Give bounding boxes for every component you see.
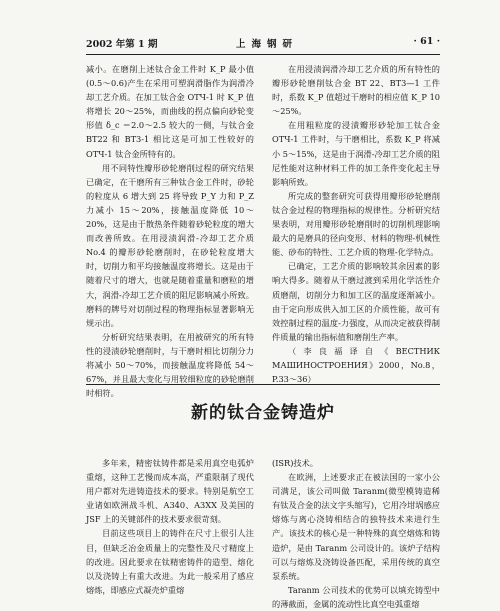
- section-rule: [86, 384, 440, 385]
- article2-left-column: [86, 456, 254, 597]
- paragraph: 已确定，工艺介质的影响较其余因素的影响大得多。随着从干磨过渡到采用化学活性介质磨削，切削分力和加工区的温度逐渐减小。由于定向形成供入加工区的介质性能，故可有效控制过程的温度-力强度，从而决定被获得制件质量的输出指标值和磨削生产率。: [272, 261, 440, 342]
- issue-label: 2002 年第 1 期: [86, 39, 158, 50]
- paragraph: (ISR)技术。: [272, 458, 318, 468]
- paragraph: 多年来，精密钛铸件都是采用真空电弧炉重熔，这种工艺慢而成本高，严重限制了现代用户都对先进铸造技术的要求。特别是航空工业诸如欧洲战斗机、A340、A3XX 及美国的 JSF 上的关键部件的技术要求很苛刻。: [86, 458, 254, 525]
- paragraph: 减小。在磨削上述钛合金工件时 K_P 最小值(0.5～0.6)产生在采用可塑润滑脂作为润滑冷却工艺介质。在加工钛合金 OTЧ-1 时 K_P 值将增长 20～25%，而曲线的拐点偏向砂轮变形值 δ_c ＝2.0～2.5 较大的一侧，与钛合金 BT22 和 BT3-1 相比这是可加工性较好的 OTЧ-1 钛合金所特有的。: [86, 64, 254, 159]
- paragraph: 在欧洲，上述要求正在被法国的一家小公司满足，该公司叫做 Taranm(微型模铸造稀有钛及合金的法文字头缩写)，它用冷坩埚感应熔炼与离心浇铸相结合的独特技术来进行生产。该技术的核心是一种特殊的真空熔炼和铸造炉，是由 Taranm 公司设计的。该炉子结构可以与熔炼及浇铸设备匹配，采用传统的真空泵系统。: [272, 472, 440, 581]
- paragraph: 在用浸渍润滑冷却工艺介质的所有特性的瓣形砂轮磨削钛合金 BT 22、BT3—1 工件时，系数 K_P 值超过干磨时的相应值 K_P 10～25%。: [272, 64, 440, 117]
- journal-name: 上海钢研: [236, 39, 299, 50]
- header-rule: [86, 54, 440, 55]
- running-header: [86, 36, 440, 50]
- paragraph: Taranm 公司技术的优势可以填充铸型中的薄截面，金属的流动性比真空电弧重熔: [272, 584, 440, 609]
- article1-left-column: [86, 62, 254, 400]
- page-number: · 61 ·: [413, 36, 440, 47]
- article2-right-column: [272, 456, 440, 611]
- paragraph: 用不同特性瓣形砂轮磨削过程的研究结果已确定，在干磨所有三种钛合金工件时，砂轮的粒度从 6 增大到 25 将导致 P_Y 力和 P_Z 力减小 15～20%，接触温度降低 10～20%，这是由于散热条件随着砂轮粒度的增大而改善所致。在用浸渍润滑-冷却工艺介质 No.4 的瓣形砂轮磨削时，在砂轮粒度增大时，切削力和平均接触温度将增长。这是由于随着尺寸的增大，也就是随着重量和磨粒的增大，润滑-冷却工艺介质的阻尼影响减小所致。磨料的牌号对切削过程的物理指标显著影响无规示出。: [86, 162, 254, 328]
- paragraph: 所完成的整套研究可获得用瓣形砂轮磨削钛合金过程的物理指标的规律性。分析研究结果表明，对用瓣形砂轮磨削时的切削机理影响最大的是磨具的径向变形、材料的物理-机械性能、砂布的特性、工艺介质的物理-化学特点。: [272, 190, 440, 258]
- article1-right-column: [272, 62, 440, 386]
- paragraph: 在用粗粒度的浸渍瓣形砂轮加工钛合金 OTЧ-1 工件时，与干磨相比，系数 K_P 将减小 5～15%，这是由于润滑-冷却工艺介质的阻尼性能对这种材料工件的加工条件变化起主导影响所致。: [272, 120, 440, 187]
- article-title: 新的钛合金铸造炉: [191, 403, 335, 423]
- citation: （李良福译自《ВЕСТНИК МАШИНОСТРОЕНИЯ》2000，No.8，P.33～36）: [272, 345, 440, 385]
- paragraph: 分析研究结果表明，在用被研究的所有特性的浸渍砂轮磨削时，与干磨时相比切削分力将减小 50～70%，而接触温度将降低 54～67%，并且最大变化与用较细粒度的砂轮磨削时相符。: [86, 331, 254, 399]
- paragraph: 目前这些项目上的铸件在尺寸上很引人注目，但缺乏冶金质量上的完整性及尺寸精度上的改进。因此要求在钛精密铸件的造型、熔化以及浇铸上有重大改进。为此一般采用了感应熔炼，即感应式凝壳炉重熔: [86, 528, 254, 595]
